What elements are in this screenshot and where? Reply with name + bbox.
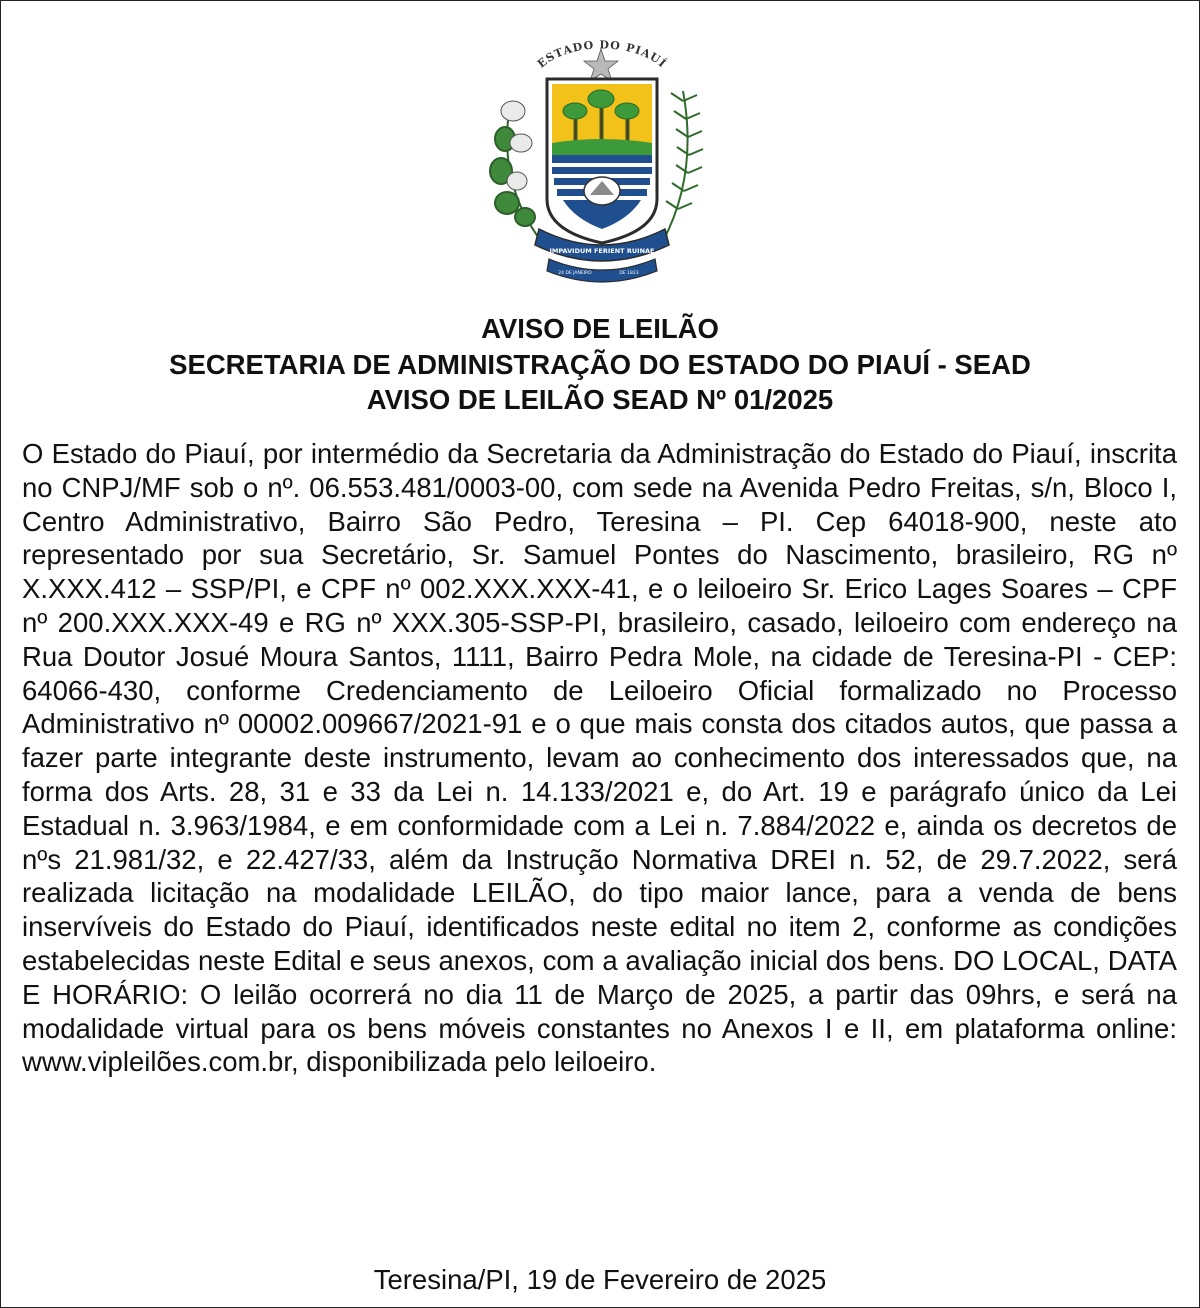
emblem-top-text: ESTADO DO PIAUÍ — [535, 38, 670, 71]
emblem-left-date: 24 DE JANEIRO — [558, 271, 592, 276]
emblem-right-date: DE 1823 — [619, 271, 639, 276]
emblem-motto: IMPAVIDUM FERIENT RUINAE — [549, 247, 655, 255]
notice-agency: SECRETARIA DE ADMINISTRAÇÃO DO ESTADO DO PIAUÍ - SEAD — [169, 348, 1031, 380]
notice-headings — [21, 311, 1179, 418]
shield-icon — [547, 79, 657, 243]
notice-title: AVISO DE LEILÃO — [481, 313, 719, 344]
state-coat-of-arms — [479, 31, 725, 291]
notice-number: AVISO DE LEILÃO SEAD Nº 01/2025 — [366, 384, 834, 415]
palm-branch-icon — [663, 91, 703, 241]
star-icon — [584, 49, 618, 81]
notice-place-date: Teresina/PI, 19 de Fevereiro de 2025 — [373, 1264, 827, 1295]
cotton-branch-icon — [490, 101, 541, 241]
date-ribbon — [547, 259, 657, 282]
notice-body: O Estado do Piauí, por intermédio da Secretaria da Administração do Estado do Piauí, inscrita no CNPJ/MF sob o nº. 06.553.481/0003-00, com sede na Avenida Pedro Freitas, s/n, Bloco I, Centro Administrativo, Bairro São Pedro, Teresina – PI. Cep 64018-900, neste ato representado por sua Secretário, Sr. Samuel Pontes do Nascimento, brasileiro, RG nº X.XXX.412 – SSP/PI, e CPF nº 002.XXX.XXX-41, e o leiloeiro Sr. Erico Lages Soares – CPF nº 200.XXX.XXX-49 e RG nº XXX.305-SSP-PI, brasileiro, casado, leiloeiro com endereço na Rua Doutor Josué Moura Santos, 1111, Bairro Pedra Mole, na cidade de Teresina-PI - CEP: 64066-430, conforme Credenciamento de Leiloeiro Oficial formalizado no Processo Administrativo nº 00002.009667/2021-91 e o que mais consta dos citados autos, que passa a fazer parte integrante deste instrumento, levam ao conhecimento dos interessados que, na forma dos Arts. 28, 31 e 33 da Lei n. 14.133/2021 e, do Art. 19 e parágrafo único da Lei Estadual n. 3.963/1984, e em conformidade com a Lei n. 7.884/2022 e, ainda os decretos de nºs 21.981/32, e 22.427/33, além da Instrução Normativa DREI n. 52, de 29.7.2022, será realizada licitação na modalidade LEILÃO, do tipo maior lance, para a venda de bens inservíveis do Estado do Piauí, identificados neste edital no item 2, conforme as condições estabelecidas neste Edital e seus anexos, com a avaliação inicial dos bens. DO LOCAL, DATA E HORÁRIO: O leilão ocorrerá no dia 11 de Março de 2025, a partir das 09hrs, e será na modalidade virtual para os bens móveis constantes no Anexos I e II, em plataforma online: www.vipleilões.com.br, disponibilizada pelo leiloeiro. — [22, 438, 1177, 1078]
